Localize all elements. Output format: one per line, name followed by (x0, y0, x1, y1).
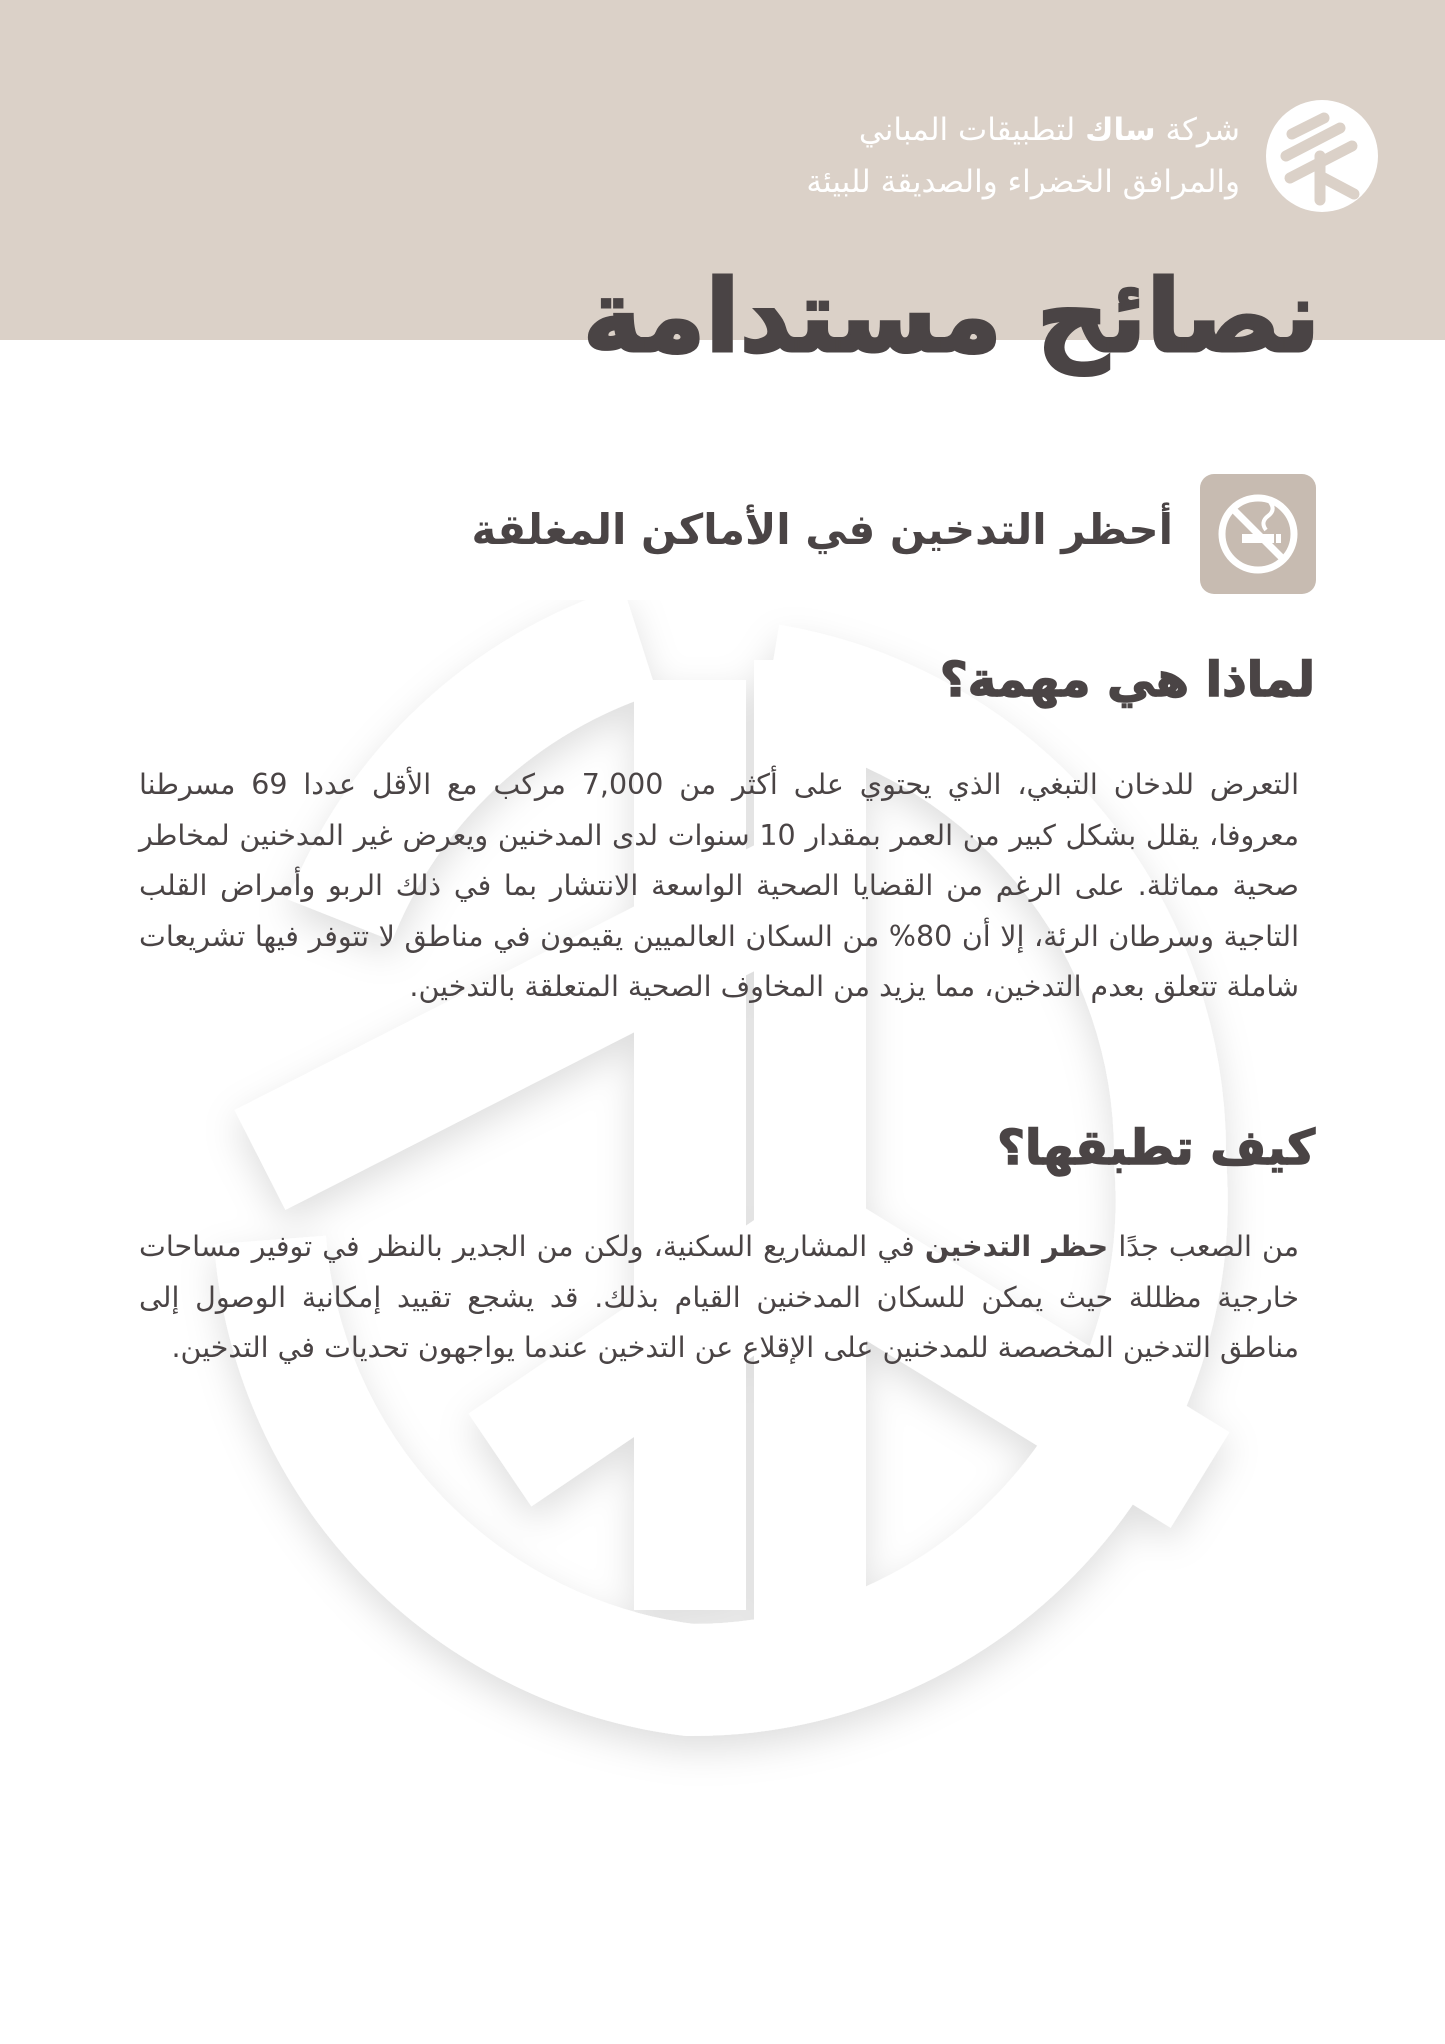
paragraph-how-before: من الصعب جدًا (1118, 1230, 1300, 1263)
page-title: نصائح مستدامة (582, 258, 1320, 375)
company-name (680, 104, 1240, 208)
company-brand: ساك (1085, 112, 1156, 148)
company-line-2: والمرافق الخضراء والصديقة للبيئة (806, 164, 1240, 200)
no-smoking-icon (1200, 474, 1316, 594)
section-heading-how: كيف تطبقها؟ (997, 1120, 1315, 1176)
company-line-1 (680, 104, 1240, 156)
section-paragraph-why: التعرض للدخان التبغي، الذي يحتوي على أكثر من 7,000 مركب مع الأقل عددا 69 مسرطنا معروفا، يقلل بشكل كبير من العمر بمقدار 10 سنوات لدى المدخنين ويعرض غير المدخنين لمخاطر صحية مماثلة. على الرغم من القضايا الصحية الواسعة الانتشار بما في ذلك الربو وأمراض القلب التاجية وسرطان الرئة، إلا أن 80% من السكان العالميين يقيمون في مناطق لا تتوفر فيها تشريعات شاملة تتعلق بعدم التدخين، مما يزيد من المخاوف الصحية المتعلقة بالتدخين. (139, 768, 1299, 1003)
sak-logo-icon (1262, 96, 1382, 216)
paragraph-how-bold: حظر التدخين (924, 1230, 1109, 1263)
section-paragraph-how (139, 1222, 1299, 1374)
company-line-1-prefix: شركة (1165, 112, 1240, 148)
paragraph-how-after: في المشاريع السكنية، ولكن من الجدير بالنظر في توفير مساحات خارجية مظللة حيث يمكن للسكان المدخنين القيام بذلك. قد يشجع تقييد إمكانية الوصول إلى مناطق التدخين المخصصة للمدخنين على الإقلاع عن التدخين عندما يواجهون تحديات في التدخين. (139, 1230, 1299, 1364)
tip-title: أحظر التدخين في الأماكن المغلقة (471, 505, 1173, 554)
section-heading-why: لماذا هي مهمة؟ (939, 652, 1315, 708)
company-line-1-suffix: لتطبيقات المباني (858, 112, 1076, 148)
